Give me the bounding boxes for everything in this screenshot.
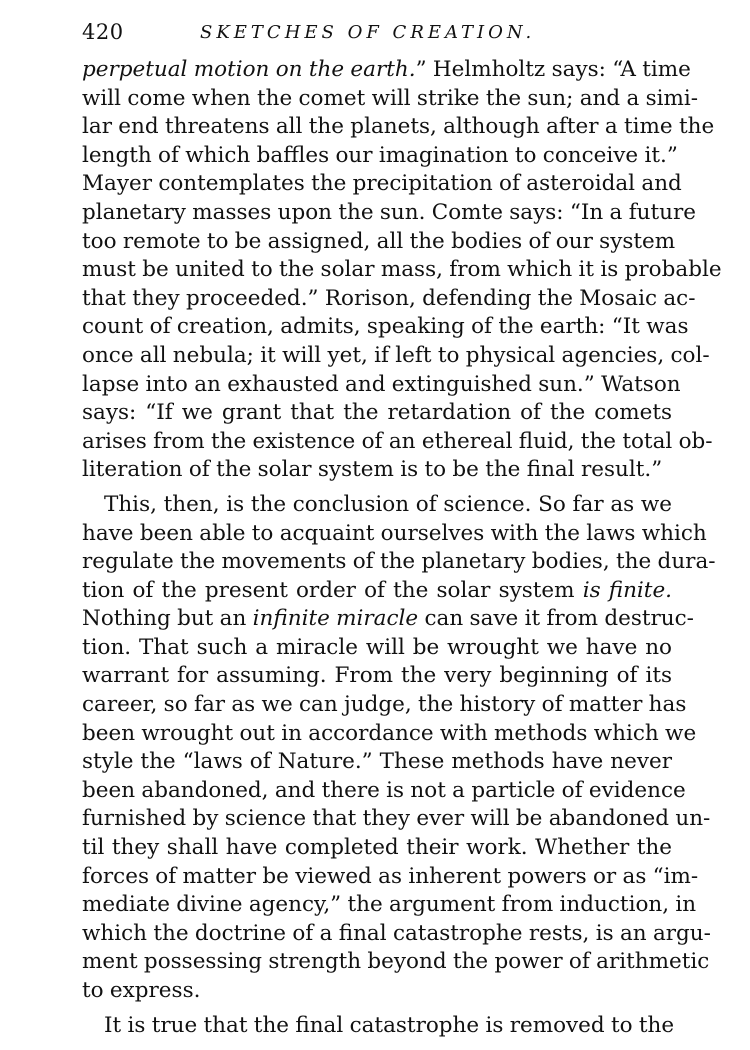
- text-line: count of creation, admits, speaking of the earth: “It was: [82, 314, 689, 340]
- text-line: length of which baffles our imagination to conceive it.”: [82, 142, 678, 168]
- text-line: must be united to the solar mass, from which it is probable: [82, 257, 722, 283]
- text-line: too remote to be assigned, all the bodies of our system: [82, 228, 676, 254]
- text-line: regulate the movements of the planetary bodies, the dura-: [82, 549, 716, 575]
- text-line: tion of the present order of the solar system is finite.: [82, 577, 672, 603]
- text-line: style the “laws of Nature.” These methods have never: [82, 749, 672, 775]
- paragraph-first-line: This, then, is the conclusion of science. So far as we: [104, 491, 672, 517]
- text-line: been wrought out in accordance with methods which we: [82, 720, 697, 746]
- text-line: mediate divine agency,” the argument from induction, in: [82, 892, 697, 918]
- text-line: been abandoned, and there is not a particle of evidence: [82, 777, 686, 803]
- text-line: lapse into an exhausted and extinguished sun.” Watson: [82, 371, 681, 397]
- text-line: til they shall have completed their work. Whether the: [82, 835, 672, 861]
- text-line: career, so far as we can judge, the history of matter has: [82, 692, 687, 718]
- text-line: Nothing but an infinite miracle can save it from destruc-: [82, 606, 694, 632]
- text-line: ment possessing strength beyond the power of arithmetic: [82, 949, 710, 975]
- text-line: which the doctrine of a final catastrophe rests, is an argu-: [82, 920, 711, 946]
- page-number: 420: [82, 20, 124, 44]
- text-line: tion. That such a miracle will be wrought we have no: [82, 634, 672, 660]
- italic-phrase: infinite miracle: [252, 606, 419, 632]
- text-line: lar end threatens all the planets, although after a time the: [82, 114, 715, 140]
- text-line: have been able to acquaint ourselves with the laws which: [82, 520, 707, 546]
- text-line: will come when the comet will strike the sun; and a simi-: [82, 85, 699, 111]
- italic-phrase: perpetual motion on the earth.: [82, 57, 416, 82]
- running-head: SKETCHES OF CREATION.: [200, 22, 536, 43]
- text-line: once all nebula; it will yet, if left to physical agencies, col-: [82, 342, 710, 368]
- text-line: furnished by science that they ever will be abandoned un-: [82, 806, 711, 832]
- text-line: warrant for assuming. From the very beginning of its: [82, 663, 672, 689]
- text-line: says: “If we grant that the retardation of the comets: [82, 400, 672, 426]
- text-line: literation of the solar system is to be the final result.”: [82, 457, 663, 483]
- page-header: [82, 14, 672, 50]
- text-line: arises from the existence of an ethereal fluid, the total ob-: [82, 428, 713, 454]
- italic-phrase: is finite.: [582, 577, 672, 603]
- paragraph-first-line: It is true that the final catastrophe is removed to the: [104, 1012, 675, 1038]
- body-text: [82, 56, 722, 1040]
- text-line: perpetual motion on the earth.” Helmholtz says: “A time: [82, 57, 691, 82]
- text-line: Mayer contemplates the precipitation of asteroidal and: [82, 171, 682, 197]
- text-line: that they proceeded.” Rorison, defending the Mosaic ac-: [82, 285, 696, 311]
- text-line: forces of matter be viewed as inherent powers or as “im-: [82, 863, 699, 889]
- text-line: to express.: [82, 978, 201, 1003]
- text-line: planetary masses upon the sun. Comte says: “In a future: [82, 199, 696, 225]
